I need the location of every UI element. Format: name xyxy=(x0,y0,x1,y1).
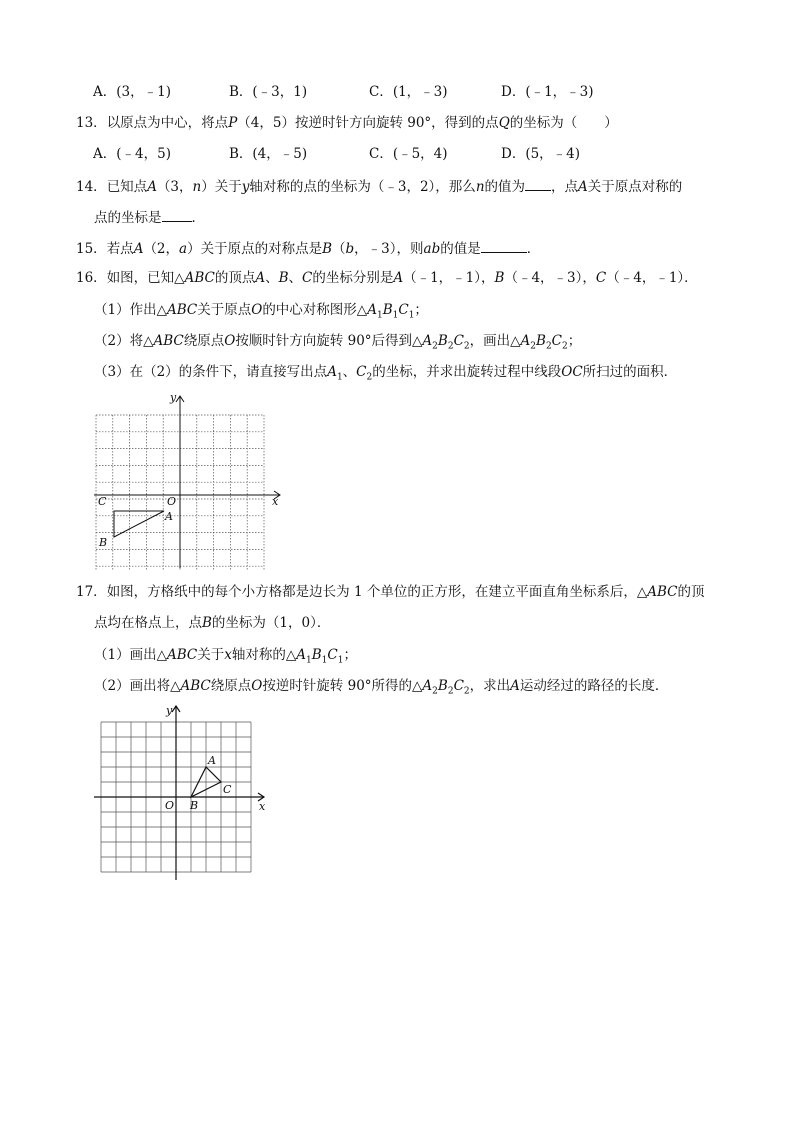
q13-stem xyxy=(76,114,618,132)
q14-var-n: n xyxy=(192,179,202,195)
q16-s2-sub: 2 xyxy=(545,341,552,352)
q14-text-6: ，点 xyxy=(551,179,579,195)
y-label: y xyxy=(166,704,173,717)
q16-text-6: （﹣1，﹣1）， xyxy=(403,270,495,286)
q17-s1-abc: ABC xyxy=(166,647,198,663)
q13-text-3: 的坐标为（ ） xyxy=(509,115,618,131)
q16-s2-sub: 2 xyxy=(432,341,438,352)
q13-text-2: （4，5）按逆时针方向旋转 90°，得到的点 xyxy=(237,115,499,131)
question-number: 13． xyxy=(76,115,107,131)
q16-text-2: 的顶点 xyxy=(214,270,256,286)
q16-var-abc: ABC xyxy=(184,270,215,286)
q14-var-y: y xyxy=(241,179,250,195)
q15-var-ab: ab xyxy=(423,241,441,257)
q13-var-p: P xyxy=(228,115,238,131)
q16-s2-o: O xyxy=(224,333,236,349)
q17-text-2: 的顶 xyxy=(677,584,705,600)
q16-s2-c: C xyxy=(453,333,464,349)
q16-s1-text3: 的中心对称图形△ xyxy=(262,302,368,318)
q15-var-b: B xyxy=(322,241,333,257)
q17-s1-text3: 轴对称的△ xyxy=(231,647,297,663)
q17-s2-o: O xyxy=(251,678,263,694)
q16-s2-sub: 2 xyxy=(447,341,454,352)
q15-text-7: ． xyxy=(526,241,541,257)
question-number: 16． xyxy=(76,270,107,286)
q16-s1-sub: 1 xyxy=(408,310,415,321)
q16-s1-o: O xyxy=(251,302,263,318)
q16-s2-end: ； xyxy=(567,333,582,349)
q16-s1-end: ； xyxy=(414,302,428,318)
answer-blank[interactable] xyxy=(481,238,527,253)
q14-text-7: 关于原点对称的 xyxy=(587,179,683,195)
q13-var-q: Q xyxy=(498,115,510,131)
answer-blank[interactable] xyxy=(162,207,192,222)
point-c-label: C xyxy=(223,783,232,796)
q16-s1-a: A xyxy=(367,302,377,318)
origin-label: O xyxy=(167,495,177,508)
y-label: y xyxy=(170,391,177,404)
q16-text-8: （﹣4，﹣1）． xyxy=(606,270,698,286)
point-a-label: A xyxy=(165,510,173,523)
q12-option-d: D．(﹣1，﹣3) xyxy=(501,84,594,100)
q16-s2-a2: A xyxy=(520,333,531,349)
q17-s2-sub: 2 xyxy=(432,686,438,697)
q17-stem xyxy=(76,583,705,601)
q16-var-a: A xyxy=(255,270,266,286)
q17-s1-c: C xyxy=(327,647,338,663)
q17-s1-sub: 1 xyxy=(337,655,344,666)
q17-text-3: 点均在格点上，点 xyxy=(94,615,202,631)
q17-s2-a2: A xyxy=(510,678,520,694)
q16-s1-sub: 1 xyxy=(376,310,383,321)
q15-text-3: ）关于原点的对称点是 xyxy=(187,241,323,257)
q16-text-3: 、 xyxy=(265,270,279,286)
q16-stem xyxy=(76,269,698,287)
question-number: 14． xyxy=(76,179,107,195)
q17-sub-2 xyxy=(94,677,668,701)
q16-s2-b: B xyxy=(437,333,448,349)
q17-s2-a: A xyxy=(422,678,433,694)
answer-blank[interactable] xyxy=(525,176,551,191)
q17-sub-1 xyxy=(94,646,357,670)
q17-s1-text: （1）画出△ xyxy=(94,647,167,663)
point-a-label: A xyxy=(208,754,216,767)
point-c-label: C xyxy=(98,495,107,508)
q14-text-2: （3， xyxy=(156,179,193,195)
origin-label: O xyxy=(165,799,175,812)
q16-s2-sub: 2 xyxy=(562,341,568,352)
q16-s2-c2: C xyxy=(551,333,563,349)
q16-var-b2: B xyxy=(494,270,505,286)
q17-s2-c: C xyxy=(453,678,464,694)
q16-s2-b2: B xyxy=(536,333,546,349)
q13-option-c: C．(﹣5，4) xyxy=(369,146,448,162)
q14-text-9: ． xyxy=(191,210,205,226)
q16-s2-text3: 按顺时针方向旋转 90°后得到△ xyxy=(235,333,423,349)
q17-text-4: 的坐标为（1，0）． xyxy=(211,615,331,631)
point-b-label: B xyxy=(99,536,108,549)
q16-s3-text2: 的坐标，并求出旋转过程中线段 xyxy=(372,364,562,380)
q16-s2-text4: ，画出△ xyxy=(469,333,521,349)
x-label: x xyxy=(259,800,266,813)
q17-s2-text3: 按逆时针旋转 90°所得的△ xyxy=(262,678,423,694)
q16-sub-1 xyxy=(94,301,428,325)
q16-s3-sep: 、 xyxy=(342,364,357,380)
q13-option-a: A．(﹣4，5) xyxy=(93,146,171,162)
q16-s3-sub: 2 xyxy=(366,372,373,383)
q15-text-6: 的值是 xyxy=(440,241,481,257)
triangle-abc xyxy=(114,511,164,537)
q16-s1-c: C xyxy=(398,302,409,318)
q17-s1-a: A xyxy=(296,647,306,663)
q15-var-a: A xyxy=(133,241,144,257)
q16-sub-3 xyxy=(94,363,677,387)
q17-figure xyxy=(88,700,270,882)
q16-s3-oc: OC xyxy=(561,364,583,380)
q16-s2-sub: 2 xyxy=(463,341,470,352)
q16-s2-text2: 绕原点 xyxy=(183,333,225,349)
q14-text-8: 点的坐标是 xyxy=(94,210,162,226)
x-label: x xyxy=(272,495,279,508)
q17-s2-text5: 运动经过的路径的长度． xyxy=(519,678,669,694)
q17-s2-sub: 2 xyxy=(447,686,454,697)
q14-var-a2: A xyxy=(578,179,588,195)
q16-var-a2: A xyxy=(393,270,404,286)
q16-s1-b: B xyxy=(382,302,393,318)
q16-s3-c: C xyxy=(356,364,367,380)
point-b-label: B xyxy=(190,799,199,812)
q15-var-b-lower: b xyxy=(345,241,355,257)
q16-s3-sub: 1 xyxy=(336,372,343,383)
q16-s3-text3: 所扫过的面积． xyxy=(582,364,678,380)
q12-option-c: C．(1，﹣3) xyxy=(369,84,448,100)
q17-var-abc: ABC xyxy=(647,584,678,600)
q14-var-a: A xyxy=(147,179,157,195)
q17-stem-line2 xyxy=(94,614,330,632)
q16-figure xyxy=(84,388,284,570)
q17-s1-b: B xyxy=(311,647,322,663)
question-number: 17． xyxy=(76,584,107,600)
q17-s1-sub: 1 xyxy=(306,655,312,666)
q17-s1-text2: 关于 xyxy=(197,647,225,663)
q16-var-b: B xyxy=(278,270,289,286)
q17-s1-sub: 1 xyxy=(321,655,328,666)
q14-text-1: 已知点 xyxy=(106,179,148,195)
q14-text-5: 的值为 xyxy=(484,179,526,195)
q17-s2-text: （2）画出将△ xyxy=(94,678,181,694)
q16-text-5: 的坐标分别是 xyxy=(312,270,394,286)
q17-s1-x: x xyxy=(224,647,232,663)
q15-stem xyxy=(76,238,540,258)
q15-text-5: ，﹣3），则 xyxy=(354,241,424,257)
q15-text-1: 若点 xyxy=(106,241,134,257)
q14-stem-line2 xyxy=(94,207,205,227)
q15-var-a-lower: a xyxy=(179,241,188,257)
q16-var-c: C xyxy=(302,270,313,286)
q14-text-4: 轴对称的点的坐标为（﹣3，2），那么 xyxy=(249,179,476,195)
q16-s3-text: （3）在（2）的条件下，请直接写出点 xyxy=(94,364,328,380)
q17-s2-b: B xyxy=(437,678,448,694)
q16-s1-sub: 1 xyxy=(392,310,399,321)
q16-s1-text2: 关于原点 xyxy=(197,302,252,318)
q14-text-3: ）关于 xyxy=(201,179,242,195)
q17-s2-abc: ABC xyxy=(180,678,211,694)
q16-s2-a: A xyxy=(422,333,433,349)
q16-sub-2 xyxy=(94,332,581,356)
q16-s2-text: （2）将△ xyxy=(94,333,154,349)
q12-option-b: B．(﹣3，1) xyxy=(229,84,308,100)
q17-text-1: 如图，方格纸中的每个小方格都是边长为 1 个单位的正方形，在建立平面直角坐标系后，△ xyxy=(106,584,648,600)
q13-option-d: D．(5，﹣4) xyxy=(501,146,581,162)
q17-var-b: B xyxy=(202,615,212,631)
q16-var-c2: C xyxy=(595,270,607,286)
q16-s1-text: （1）作出△ xyxy=(94,302,167,318)
q12-option-a: A．(3，﹣1) xyxy=(93,84,171,100)
q16-s2-sub: 2 xyxy=(530,341,537,352)
q16-text-4: 、 xyxy=(288,270,302,286)
q17-s2-text2: 绕原点 xyxy=(210,678,252,694)
q16-text-7: （﹣4，﹣3）， xyxy=(504,270,596,286)
q13-option-b: B．(4，﹣5) xyxy=(229,146,308,162)
q16-s2-abc: ABC xyxy=(153,333,184,349)
q15-text-4: （ xyxy=(332,241,346,257)
q14-stem xyxy=(76,176,682,196)
q16-text-1: 如图，已知△ xyxy=(106,270,185,286)
q17-s2-text4: ，求出 xyxy=(469,678,511,694)
q17-s1-end: ； xyxy=(343,647,357,663)
q17-s2-sub: 2 xyxy=(463,686,470,697)
q15-text-2: （2， xyxy=(143,241,180,257)
q16-s3-a: A xyxy=(327,364,337,380)
q13-text-1: 以原点为中心，将点 xyxy=(106,115,229,131)
q14-var-n2: n xyxy=(475,179,485,195)
q16-s1-abc: ABC xyxy=(166,302,198,318)
question-number: 15． xyxy=(76,241,107,257)
